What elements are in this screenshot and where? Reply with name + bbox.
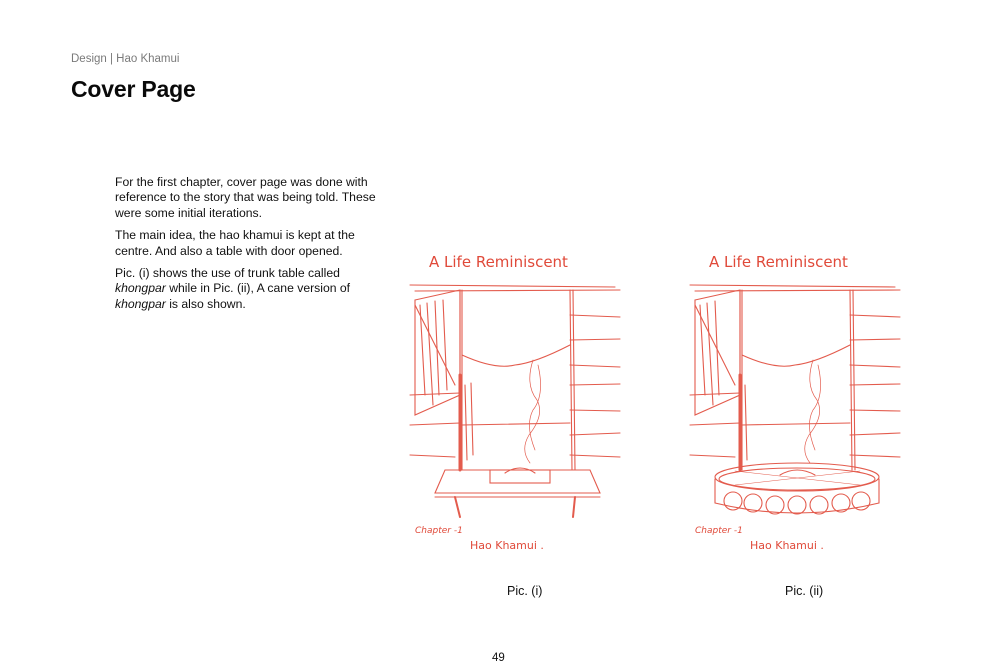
sketch-name: Hao Khamui . <box>750 539 824 552</box>
description-text <box>115 175 377 319</box>
page-title: Cover Page <box>71 76 196 102</box>
sketch-title: A Life Reminiscent <box>429 253 568 271</box>
sketch-name: Hao Khamui . <box>470 539 544 552</box>
page-number: 49 <box>492 652 505 664</box>
paragraph-1: For the first chapter, cover page was done with reference to the story that was being told. These were some initial iterations. <box>115 175 376 220</box>
sketch-drawing-cane-table <box>685 245 905 555</box>
sketch-drawing-trunk-table <box>405 245 625 555</box>
sketch-chapter: Chapter -1 <box>415 526 463 536</box>
paragraph-3-part-1: Pic. (i) shows the use of trunk table called <box>115 266 340 281</box>
sketch-chapter: Chapter -1 <box>695 526 743 536</box>
khongpar-term: khongpar <box>115 296 166 311</box>
sketch-pic-ii <box>685 245 905 555</box>
sketch-pic-i <box>405 245 625 555</box>
paragraph-3-part-2: while in Pic. (ii), A cane version of <box>165 281 351 296</box>
sketch-title: A Life Reminiscent <box>709 253 848 271</box>
paragraph-3 <box>115 266 377 312</box>
khongpar-term: khongpar <box>115 281 166 296</box>
caption-pic-ii: Pic. (ii) <box>785 584 824 598</box>
paragraph-2: The main idea, the hao khamui is kept at the centre. And also a table with door opened. <box>115 228 355 258</box>
caption-pic-i: Pic. (i) <box>507 584 543 598</box>
breadcrumb: Design | Hao Khamui <box>71 53 180 65</box>
paragraph-3-part-3: is also shown. <box>165 296 246 311</box>
